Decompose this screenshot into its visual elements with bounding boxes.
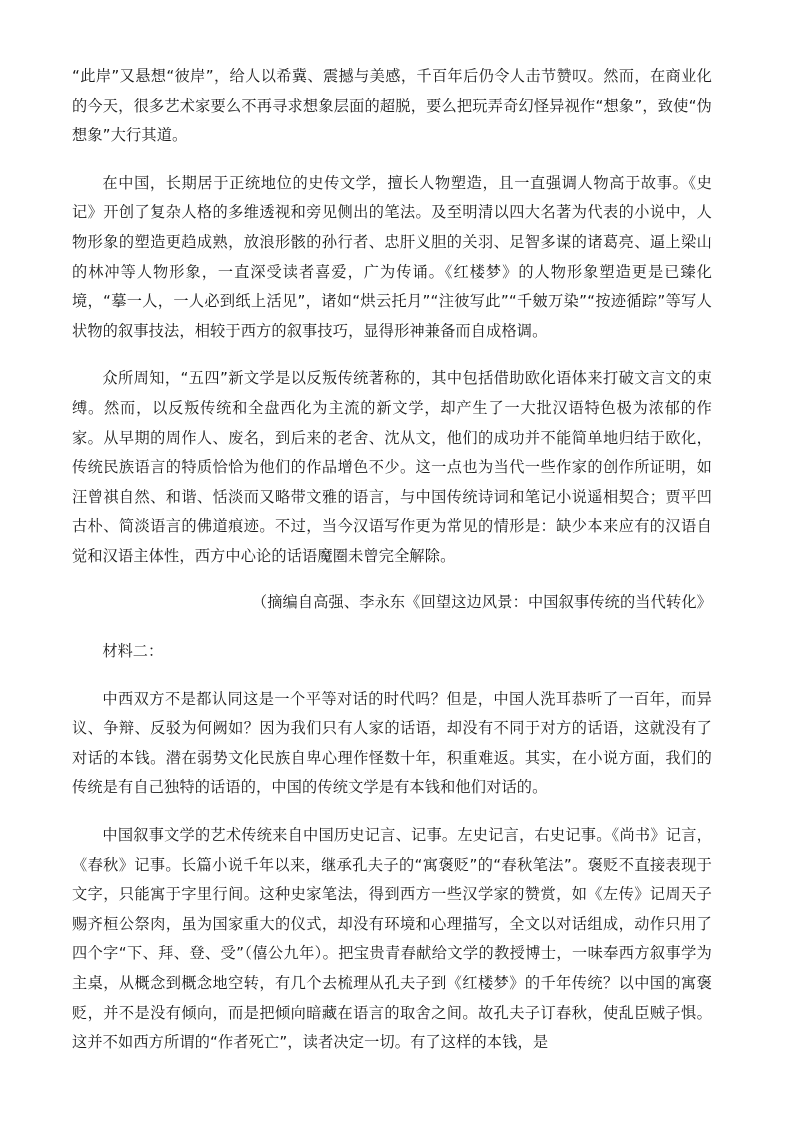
source-citation: （摘编自高强、李永东《回望这边风景：中国叙事传统的当代转化》 bbox=[251, 592, 712, 611]
paragraph-character-portrayal: 在中国，长期居于正统地位的史传文学，擅长人物塑造，且一直强调人物高于故事。《史记》开创了复杂人格的多维透视和旁见侧出的笔法。及至明清以四大名著为代表的小说中，人物形象的塑造更趋成熟，放浪形骸的孙行者、忠肝义胆的关羽、足智多谋的诸葛亮、逼上梁山的林冲等人物形象，一直深受读者喜爱，广为传诵。《红楼梦》的人物形象塑造更是已臻化境，“摹一人，一人必到纸上活见”，诸如“烘云托月”“注彼写此”“千皴万染”“按迹循踪”等写人状物的叙事技法，相较于西方的叙事技巧，显得形神兼备而自成格调。 bbox=[72, 173, 712, 340]
paragraph-may-fourth-literature: 众所周知，“五四”新文学是以反叛传统著称的，其中包括借助欧化语体来打破文言文的束缚。然而，以反叛传统和全盘西化为主流的新文学，却产生了一大批汉语特色极为浓郁的作家。从早期的周作人、废名，到后来的老舍、沈从文，他们的成功并不能简单地归结于欧化，传统民族语言的特质恰恰为他们的作品增色不少。这一点也为当代一些作家的创作所证明，如汪曾祺自然、和谐、恬淡而又略带文雅的语言，与中国传统诗词和笔记小说遥相契合；贾平凹古朴、简淡语言的佛道痕迹。不过，当今汉语写作更为常见的情形是：缺少本来应有的汉语自觉和汉语主体性，西方中心论的话语魔圈未曾完全解除。 bbox=[72, 369, 712, 565]
material-two-label: 材料二： bbox=[102, 642, 164, 661]
paragraph-narrative-tradition: 中国叙事文学的艺术传统来自中国历史记言、记事。左史记言，右史记事。《尚书》记言，《春秋》记事。长篇小说千年以来，继承孔夫子的“寓褒贬”的“春秋笔法”。褒贬不直接表现于文字，只能寓于字里行间。这种史家笔法，得到西方一些汉学家的赞赏，如《左传》记周天子赐齐桓公祭肉，虽为国家重大的仪式，却没有环境和心理描写，全文以对话组成，动作只用了四个字“下、拜、登、受”（僖公九年）。把宝贵青春献给文学的教授博士，一味奉西方叙事学为主桌，从概念到概念地空转，有几个去梳理从孔夫子到《红楼梦》的千年传统？以中国的寓褒贬，并不是没有倾向，而是把倾向暗藏在语言的取舍之间。故孔夫子订春秋，使乱臣贼子惧。这并不如西方所谓的“作者死亡”，读者决定一切。有了这样的本钱，是 bbox=[72, 826, 712, 1052]
paragraph-continuation: “此岸”又悬想“彼岸”，给人以希冀、震撼与美感，千百年后仍令人击节赞叹。然而，在商业化的今天，很多艺术家要么不再寻求想象层面的超脱，要么把玩弄奇幻怪异视作“想象”，致使“伪想象”大行其道。 bbox=[72, 67, 712, 145]
paragraph-dialogue-era: 中西双方不是都认同这是一个平等对话的时代吗？但是，中国人洗耳恭听了一百年，而异议、争辩、反驳为何阙如？因为我们只有人家的话语，却没有不同于对方的话语，这就没有了对话的本钱。潜在弱势文化民族自卑心理作怪数十年，积重难返。其实，在小说方面，我们的传统是有自己独特的话语的，中国的传统文学是有本钱和他们对话的。 bbox=[72, 689, 712, 797]
